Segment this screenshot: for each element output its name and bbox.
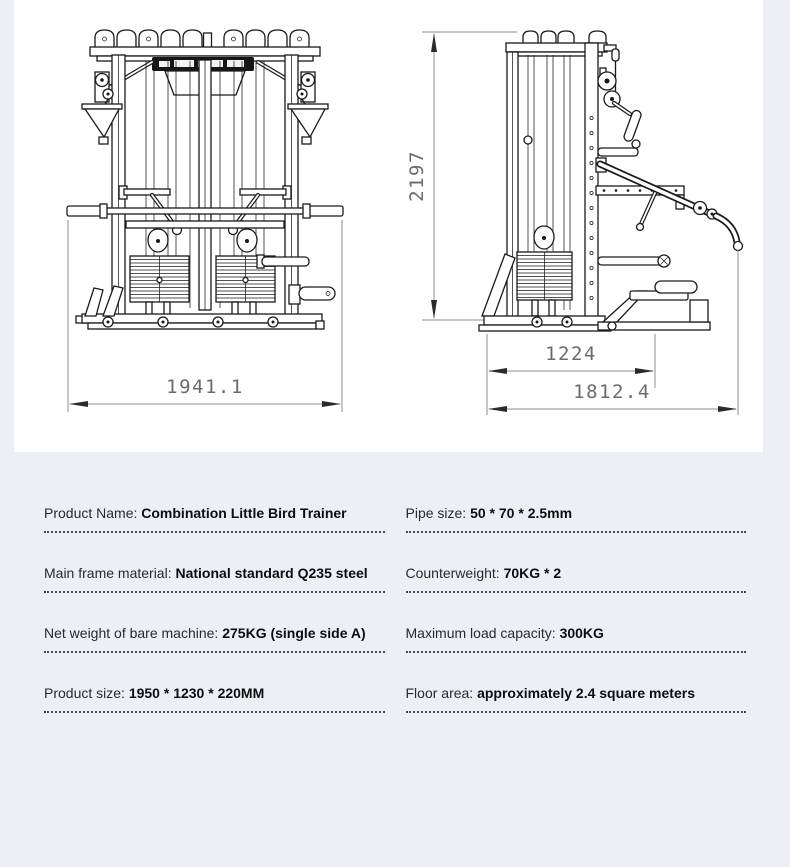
spec-label: Counterweight: [405, 565, 500, 581]
spec-row-counterweight [406, 565, 747, 593]
spec-row-pipe-size [406, 505, 747, 533]
spec-label: Pipe size: [405, 505, 467, 521]
side-view [406, 31, 743, 415]
swivel-pulley-mechanism [598, 68, 642, 148]
spec-row-product-name [44, 505, 385, 533]
spec-value: approximately 2.4 square meters [477, 685, 695, 701]
spec-value: 300KG [559, 625, 604, 641]
front-view [67, 30, 343, 412]
spec-label: Net weight of bare machine: [44, 625, 219, 641]
left-weight-stack [130, 256, 189, 302]
spec-row-product-size [44, 685, 385, 713]
spec-label: Product Name: [44, 505, 138, 521]
side-weight-stack [517, 252, 572, 300]
spec-value: 1950 * 1230 * 220MM [128, 685, 265, 701]
spec-row-max-load [406, 625, 747, 653]
front-width-label: 1941.1 [166, 376, 244, 398]
drawing-card [14, 0, 763, 452]
spec-row-net-weight [44, 625, 385, 653]
foot-pedal [85, 288, 103, 316]
spec-label: Product size: [44, 685, 125, 701]
spec-label: Maximum load capacity: [405, 625, 556, 641]
spec-label: Main frame material: [44, 565, 172, 581]
spec-row-floor-area [406, 685, 747, 713]
spec-value: 50 * 70 * 2.5mm [470, 505, 573, 521]
spec-value: National standard Q235 steel [175, 565, 368, 581]
technical-drawing [14, 0, 763, 452]
spec-value: Combination Little Bird Trainer [141, 505, 347, 521]
spec-list [0, 505, 790, 713]
spec-value: 275KG (single side A) [222, 625, 366, 641]
side-total-depth-label: 1812.4 [573, 381, 651, 403]
lat-arm [596, 158, 743, 251]
spec-label: Floor area: [405, 685, 474, 701]
side-base-depth-label: 1224 [545, 343, 597, 365]
side-height-label: 2197 [406, 150, 428, 202]
spec-row-main-frame-material [44, 565, 385, 593]
spec-value: 70KG * 2 [503, 565, 562, 581]
